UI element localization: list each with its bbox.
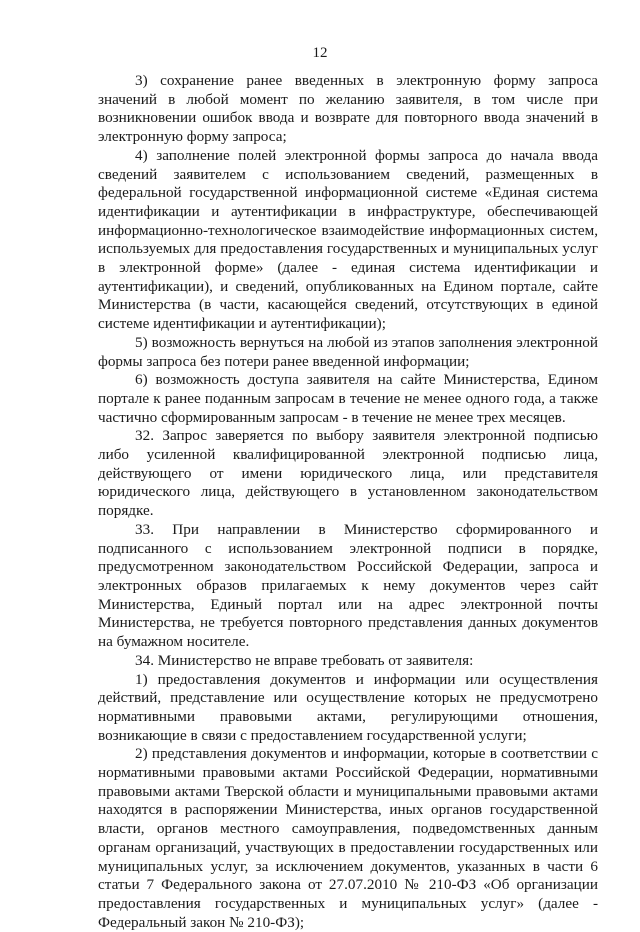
paragraph-item-4: 4) заполнение полей электронной формы запроса до начала ввода сведений заявителем с использованием сведений, размещенных в федеральной государственной информационной системе «Единая система идентификации и аутентификации в инфраструктуре, обеспечивающей информационно-технологическое взаимодействие информационных систем, используемых для предоставления государственных и муниципальных услуг в электронной форме» (далее - единая система идентификации и аутентификации), и сведений, опубликованных на Едином портале, сайте Министерства (в части, касающейся сведений, отсутствующих в единой системе идентификации и аутентификации); [98, 146, 598, 333]
paragraph-item-5: 5) возможность вернуться на любой из этапов заполнения электронной формы запроса без потери ранее введенной информации; [98, 333, 598, 370]
paragraph-clause-34-item-2: 2) представления документов и информации, которые в соответствии с нормативными правовыми актами Российской Федерации, нормативными правовыми актами Тверской области и муниципальными правовыми актами находятся в распоряжении Министерства, иных органов государственной власти, органов местного самоуправления, подведомственных данным органам организаций, участвующих в предоставлении государственных или муниципальных услуг, за исключением документов, указанных в части 6 статьи 7 Федерального закона от 27.07.2010 № 210-ФЗ «Об организации предоставления государственных и муниципальных услуг» (далее - Федеральный закон № 210-ФЗ); [98, 745, 598, 931]
paragraph-item-6: 6) возможность доступа заявителя на сайте Министерства, Едином портале к ранее поданным запросам в течение не менее одного года, а также частично сформированным запросам - в течение не менее трех месяцев. [98, 371, 598, 426]
paragraph-clause-32: 32. Запрос заверяется по выбору заявителя электронной подписью либо усиленной квалифицированной электронной подписью лица, действующего от имени юридического лица, или представителя юридического лица, действующего в установленном законодательством порядке. [98, 427, 598, 520]
document-body [98, 72, 598, 932]
paragraph-item-3: 3) сохранение ранее введенных в электронную форму запроса значений в любой момент по желанию заявителя, в том числе при возникновении ошибок ввода и возврате для повторного ввода значений в электронную форму запроса; [98, 72, 598, 146]
paragraph-clause-34-item-1: 1) предоставления документов и информации или осуществления действий, представление или осуществление которых не предусмотрено нормативными правовыми актами, регулирующими отношения, возникающие в связи с предоставлением государственной услуги; [98, 670, 598, 744]
paragraph-clause-33: 33. При направлении в Министерство сформированного и подписанного с использованием электронной подписи в порядке, предусмотренном законодательством Российской Федерации, запроса и электронных образов прилагаемых к нему документов через сайт Министерства, Единый портал или на адрес электронной почты Министерства, не требуется повторного представления данных документов на бумажном носителе. [98, 520, 598, 651]
paragraph-clause-34: 34. Министерство не вправе требовать от заявителя: [135, 651, 474, 669]
page-number: 12 [312, 45, 328, 61]
